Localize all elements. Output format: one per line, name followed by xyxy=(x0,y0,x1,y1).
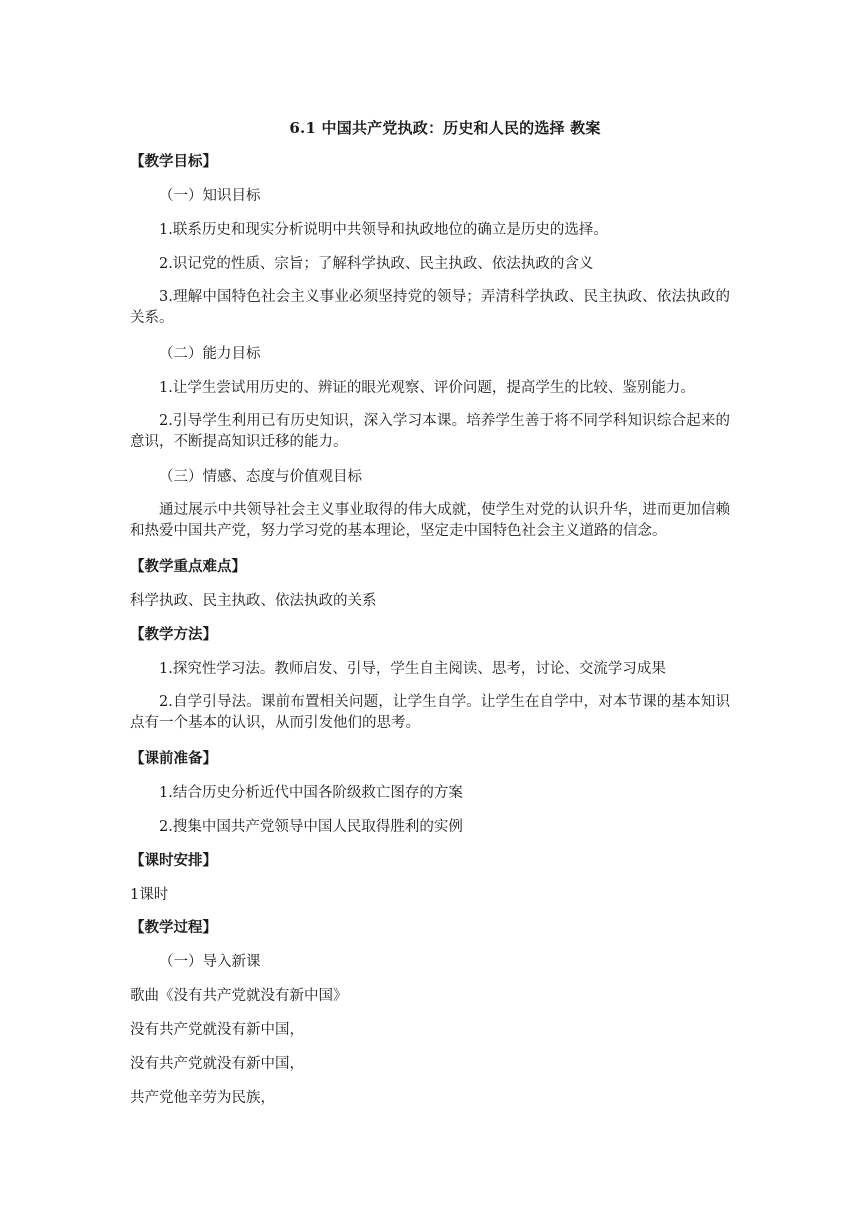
method-item-2: 2.自学引导法。课前布置相关问题，让学生自学。让学生在自学中，对本节课的基本知识点有一个基本的认识，从而引发他们的思考。 xyxy=(130,694,730,731)
knowledge-item-2: 2.识记党的性质、宗旨；了解科学执政、民主执政、依法执政的含义 xyxy=(159,256,594,272)
preparation-item-1: 1.结合历史分析近代中国各阶级救亡图存的方案 xyxy=(159,785,463,801)
process-intro-label: （一）导入新课 xyxy=(159,954,261,970)
key-points-text: 科学执政、民主执政、依法执政的关系 xyxy=(130,593,377,609)
song-title-line: 歌曲《没有共产党就没有新中国》 xyxy=(130,988,348,1004)
song-lyric-line-2: 没有共产党就没有新中国， xyxy=(130,1056,304,1072)
knowledge-objectives-label: （一）知识目标 xyxy=(159,188,261,204)
knowledge-item-1: 1.联系历史和现实分析说明中共领导和执政地位的确立是历史的选择。 xyxy=(159,222,608,238)
document-title: 6.1 中国共产党执政：历史和人民的选择 教案 xyxy=(289,119,601,137)
ability-item-1: 1.让学生尝试用历史的、辨证的眼光观察、评价问题，提高学生的比较、鉴别能力。 xyxy=(159,380,695,396)
ability-objectives-label: （二）能力目标 xyxy=(159,346,261,362)
song-lyric-line-3: 共产党他辛劳为民族， xyxy=(130,1090,275,1106)
process-heading: 【教学过程】 xyxy=(130,919,217,936)
emotion-objectives-label: （三）情感、态度与价值观目标 xyxy=(159,469,362,485)
schedule-text: 1课时 xyxy=(130,887,169,903)
objectives-heading: 【教学目标】 xyxy=(130,153,217,170)
ability-item-2: 2.引导学生利用已有历史知识，深入学习本课。培养学生善于将不同学科知识综合起来的意识，不断提高知识迁移的能力。 xyxy=(130,413,730,450)
method-item-1: 1.探究性学习法。教师启发、引导，学生自主阅读、思考，讨论、交流学习成果 xyxy=(159,661,666,677)
methods-heading: 【教学方法】 xyxy=(130,626,217,643)
schedule-heading: 【课时安排】 xyxy=(130,852,217,869)
preparation-heading: 【课前准备】 xyxy=(130,750,217,767)
knowledge-item-3: 3.理解中国特色社会主义事业必须坚持党的领导；弄清科学执政、民主执政、依法执政的关系。 xyxy=(130,289,730,326)
key-points-heading: 【教学重点难点】 xyxy=(130,558,246,575)
song-lyric-line-1: 没有共产党就没有新中国， xyxy=(130,1022,304,1038)
preparation-item-2: 2.搜集中国共产党领导中国人民取得胜利的实例 xyxy=(159,819,463,835)
emotion-objectives-text: 通过展示中共领导社会主义事业取得的伟大成就，使学生对党的认识升华，进而更加信赖和热爱中国共产党，努力学习党的基本理论，坚定走中国特色社会主义道路的信念。 xyxy=(130,502,730,539)
